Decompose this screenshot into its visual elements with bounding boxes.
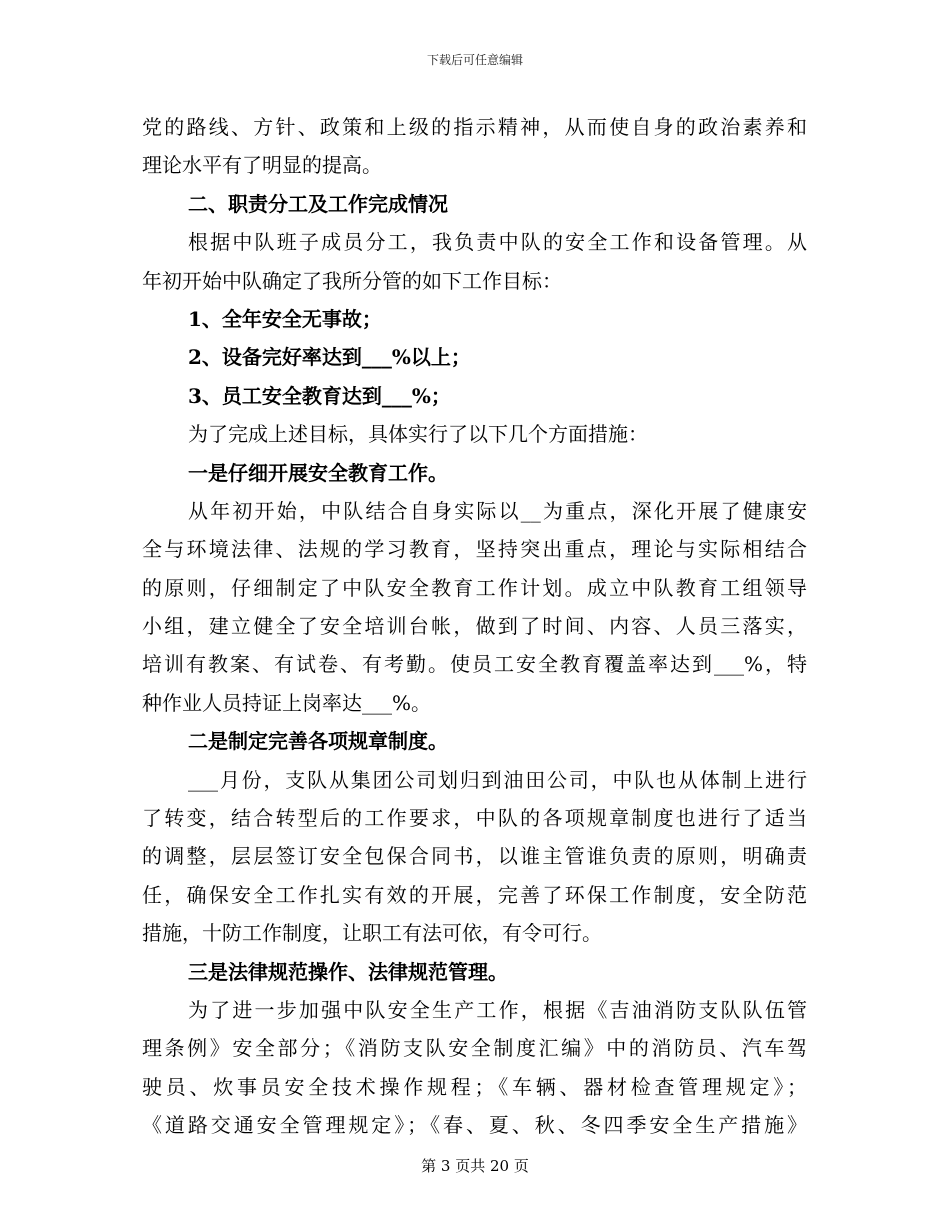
paragraph-line: 理条例》安全部分；《消防支队安全制度汇编》中的消防员、汽车驾 (142, 1036, 807, 1061)
paragraph-line: 的原则，仔细制定了中队安全教育工作计划。成立中队教育工组领导 (142, 575, 807, 600)
paragraph-line: ___月份，支队从集团公司划归到油田公司，中队也从体制上进行 (188, 767, 807, 792)
paragraph-line: 理论水平有了明显的提高。 (142, 153, 382, 178)
paragraph-line: 从年初开始，中队结合自身实际以__为重点，深化开展了健康安 (188, 498, 807, 523)
paragraph-line: 《道路交通安全管理规定》；《春、夏、秋、冬四季安全生产措施》 (142, 1113, 807, 1138)
section-heading-line: 一是仔细开展安全教育工作。 (188, 460, 448, 485)
section-heading-line: 1、全年安全无事故； (188, 306, 382, 331)
section-heading-line: 3、员工安全教育达到___%； (188, 383, 451, 408)
paragraph-line: 培训有教案、有试卷、有考勤。使员工安全教育覆盖率达到___%，特 (142, 652, 807, 677)
document-body (142, 108, 807, 1145)
paragraph-line: 了转变，结合转型后的工作要求，中队的各项规章制度也进行了适当 (142, 806, 807, 831)
section-heading-line: 2、设备完好率达到___%以上； (188, 345, 471, 370)
paragraph-line: 措施，十防工作制度，让职工有法可依，有令可行。 (142, 921, 602, 946)
page-header: 下载后可任意编辑 (426, 53, 523, 67)
paragraph-line: 小组，建立健全了安全培训台帐，做到了时间、内容、人员三落实， (142, 614, 807, 639)
page-footer: 第 3 页共 20 页 (421, 1157, 529, 1175)
paragraph-line: 党的路线、方针、政策和上级的指示精神，从而使自身的政治素养和 (142, 115, 807, 139)
section-heading-line: 二、职责分工及工作完成情况 (188, 191, 448, 216)
section-heading-line: 二是制定完善各项规章制度。 (188, 729, 448, 754)
section-heading-line: 三是法律规范操作、法律规范管理。 (188, 959, 508, 984)
paragraph-line: 驶员、炊事员安全技术操作规程；《车辆、器材检查管理规定》； (142, 1074, 807, 1099)
paragraph-line: 年初开始中队确定了我所分管的如下工作目标： (142, 268, 562, 293)
paragraph-line: 任，确保安全工作扎实有效的开展，完善了环保工作制度，安全防范 (142, 882, 807, 907)
paragraph-line: 根据中队班子成员分工，我负责中队的安全工作和设备管理。从 (188, 230, 807, 255)
paragraph-line: 种作业人员持证上岗率达___%。 (142, 690, 432, 715)
paragraph-line: 全与环境法律、法规的学习教育，坚持突出重点，理论与实际相结合 (142, 537, 807, 562)
paragraph-line: 的调整，层层签订安全包保合同书，以谁主管谁负责的原则，明确责 (142, 844, 807, 869)
paragraph-line: 为了完成上述目标，具体实行了以下几个方面措施： (188, 422, 648, 447)
paragraph-line: 为了进一步加强中队安全生产工作，根据《吉油消防支队队伍管 (188, 997, 807, 1022)
